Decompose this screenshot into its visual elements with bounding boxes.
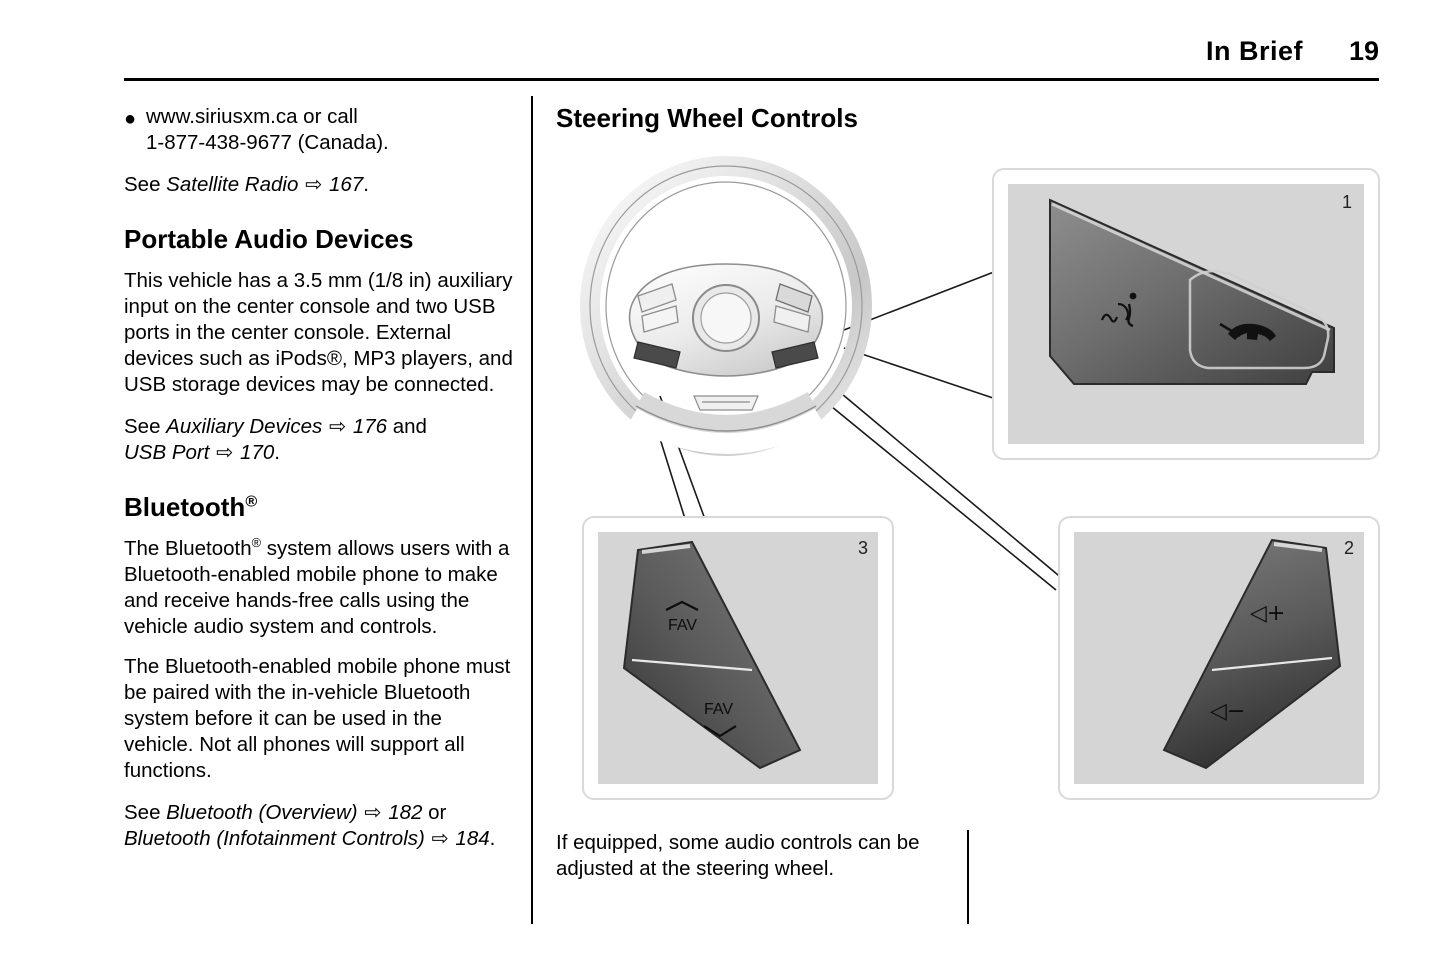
fav-down-label: FAV bbox=[704, 701, 734, 718]
reference-page-1: 182 bbox=[388, 801, 423, 824]
fav-up-label: FAV bbox=[668, 617, 698, 634]
bluetooth-p1-b: system allows users with a Bluetooth-enabled mobile phone to make and receive hands-free calls using the vehicle audio system and controls. bbox=[124, 537, 510, 638]
reference-title: Satellite Radio bbox=[166, 173, 299, 196]
left-column bbox=[124, 100, 516, 852]
voice-recognition-and-phone-switch-illustration bbox=[994, 170, 1382, 462]
see-suffix: . bbox=[363, 173, 369, 196]
bullet-dot-icon: ● bbox=[124, 108, 137, 130]
see-bluetooth-reference bbox=[124, 800, 516, 852]
callout-panel-2 bbox=[1058, 516, 1380, 800]
reference-title-1: Bluetooth (Overview) bbox=[166, 801, 358, 824]
favorite-seek-switch-illustration bbox=[584, 518, 896, 802]
bluetooth-paragraph-2: The Bluetooth-enabled mobile phone must be paired with the in-vehicle Bluetooth system before it can be used in the vehicle. Not all phones will support all functions. bbox=[124, 655, 511, 782]
registered-trademark-icon: ® bbox=[245, 492, 258, 511]
list-item bbox=[124, 104, 516, 156]
bullet-line-2: 1-877-438-9677 (Canada). bbox=[146, 131, 389, 154]
volume-up-label: ◁+ bbox=[1250, 601, 1286, 626]
page-reference-arrow-icon: ⇨ bbox=[328, 415, 347, 438]
bluetooth-p1-a: The Bluetooth bbox=[124, 537, 252, 560]
see-satellite-radio-reference bbox=[124, 172, 516, 198]
page-reference-arrow-icon: ⇨ bbox=[364, 801, 382, 824]
callout-panel-3 bbox=[582, 516, 894, 800]
bullet-line-1: www.siriusxm.ca or call bbox=[146, 105, 358, 128]
section-heading-bluetooth bbox=[124, 492, 516, 522]
bluetooth-paragraph-1 bbox=[124, 536, 516, 640]
reference-joiner: and bbox=[387, 415, 427, 438]
reference-page-1: 176 bbox=[352, 415, 388, 438]
volume-switch-illustration bbox=[1060, 518, 1382, 802]
see-auxiliary-devices-reference bbox=[124, 414, 516, 466]
page-reference-arrow-icon: ⇨ bbox=[216, 441, 234, 464]
portable-audio-body-text: This vehicle has a 3.5 mm (1/8 in) auxiliary input on the center console and two USB ports in the center console. External devices such as iPods®, MP3 players, and USB storage devices may be connected. bbox=[124, 269, 513, 396]
see-suffix: . bbox=[489, 827, 496, 850]
section-heading-portable-audio-devices: Portable Audio Devices bbox=[124, 224, 414, 254]
callout-number-3: 3 bbox=[857, 538, 868, 558]
callout-number-2: 2 bbox=[1343, 538, 1354, 558]
page-reference-arrow-icon: ⇨ bbox=[431, 827, 449, 850]
page-title: In Brief bbox=[1205, 36, 1303, 66]
reference-page: 167 bbox=[328, 173, 364, 196]
right-column bbox=[556, 100, 1380, 133]
registered-trademark-icon: ® bbox=[251, 535, 262, 551]
bluetooth-heading-text: Bluetooth bbox=[124, 492, 246, 522]
reference-page-2: 170 bbox=[240, 441, 275, 464]
page-reference-arrow-icon: ⇨ bbox=[305, 173, 323, 196]
reference-joiner: or bbox=[422, 801, 447, 824]
page-number: 19 bbox=[1348, 36, 1379, 66]
steering-wheel-controls-figure bbox=[556, 150, 1380, 810]
reference-title-2: USB Port bbox=[124, 441, 210, 464]
header-divider bbox=[124, 78, 1379, 81]
see-prefix: See bbox=[124, 415, 167, 438]
figure-caption: If equipped, some audio controls can be adjusted at the steering wheel. bbox=[556, 831, 920, 880]
section-heading-steering-wheel-controls: Steering Wheel Controls bbox=[556, 103, 858, 133]
reference-title-2: Bluetooth (Infotainment Controls) bbox=[124, 827, 425, 850]
steering-wheel-illustration bbox=[576, 156, 906, 486]
column-divider bbox=[531, 96, 533, 924]
bullet-item-text bbox=[146, 104, 389, 156]
reference-title-1: Auxiliary Devices bbox=[166, 415, 323, 438]
bottom-column-divider bbox=[967, 830, 969, 924]
see-prefix: See bbox=[124, 173, 167, 196]
see-suffix: . bbox=[274, 441, 280, 464]
volume-down-label: ◁− bbox=[1210, 699, 1246, 724]
callout-panel-1 bbox=[992, 168, 1380, 460]
callout-number-1: 1 bbox=[1341, 192, 1352, 212]
reference-page-2: 184 bbox=[455, 827, 490, 850]
see-prefix: See bbox=[124, 801, 167, 824]
page-header bbox=[124, 36, 1379, 82]
